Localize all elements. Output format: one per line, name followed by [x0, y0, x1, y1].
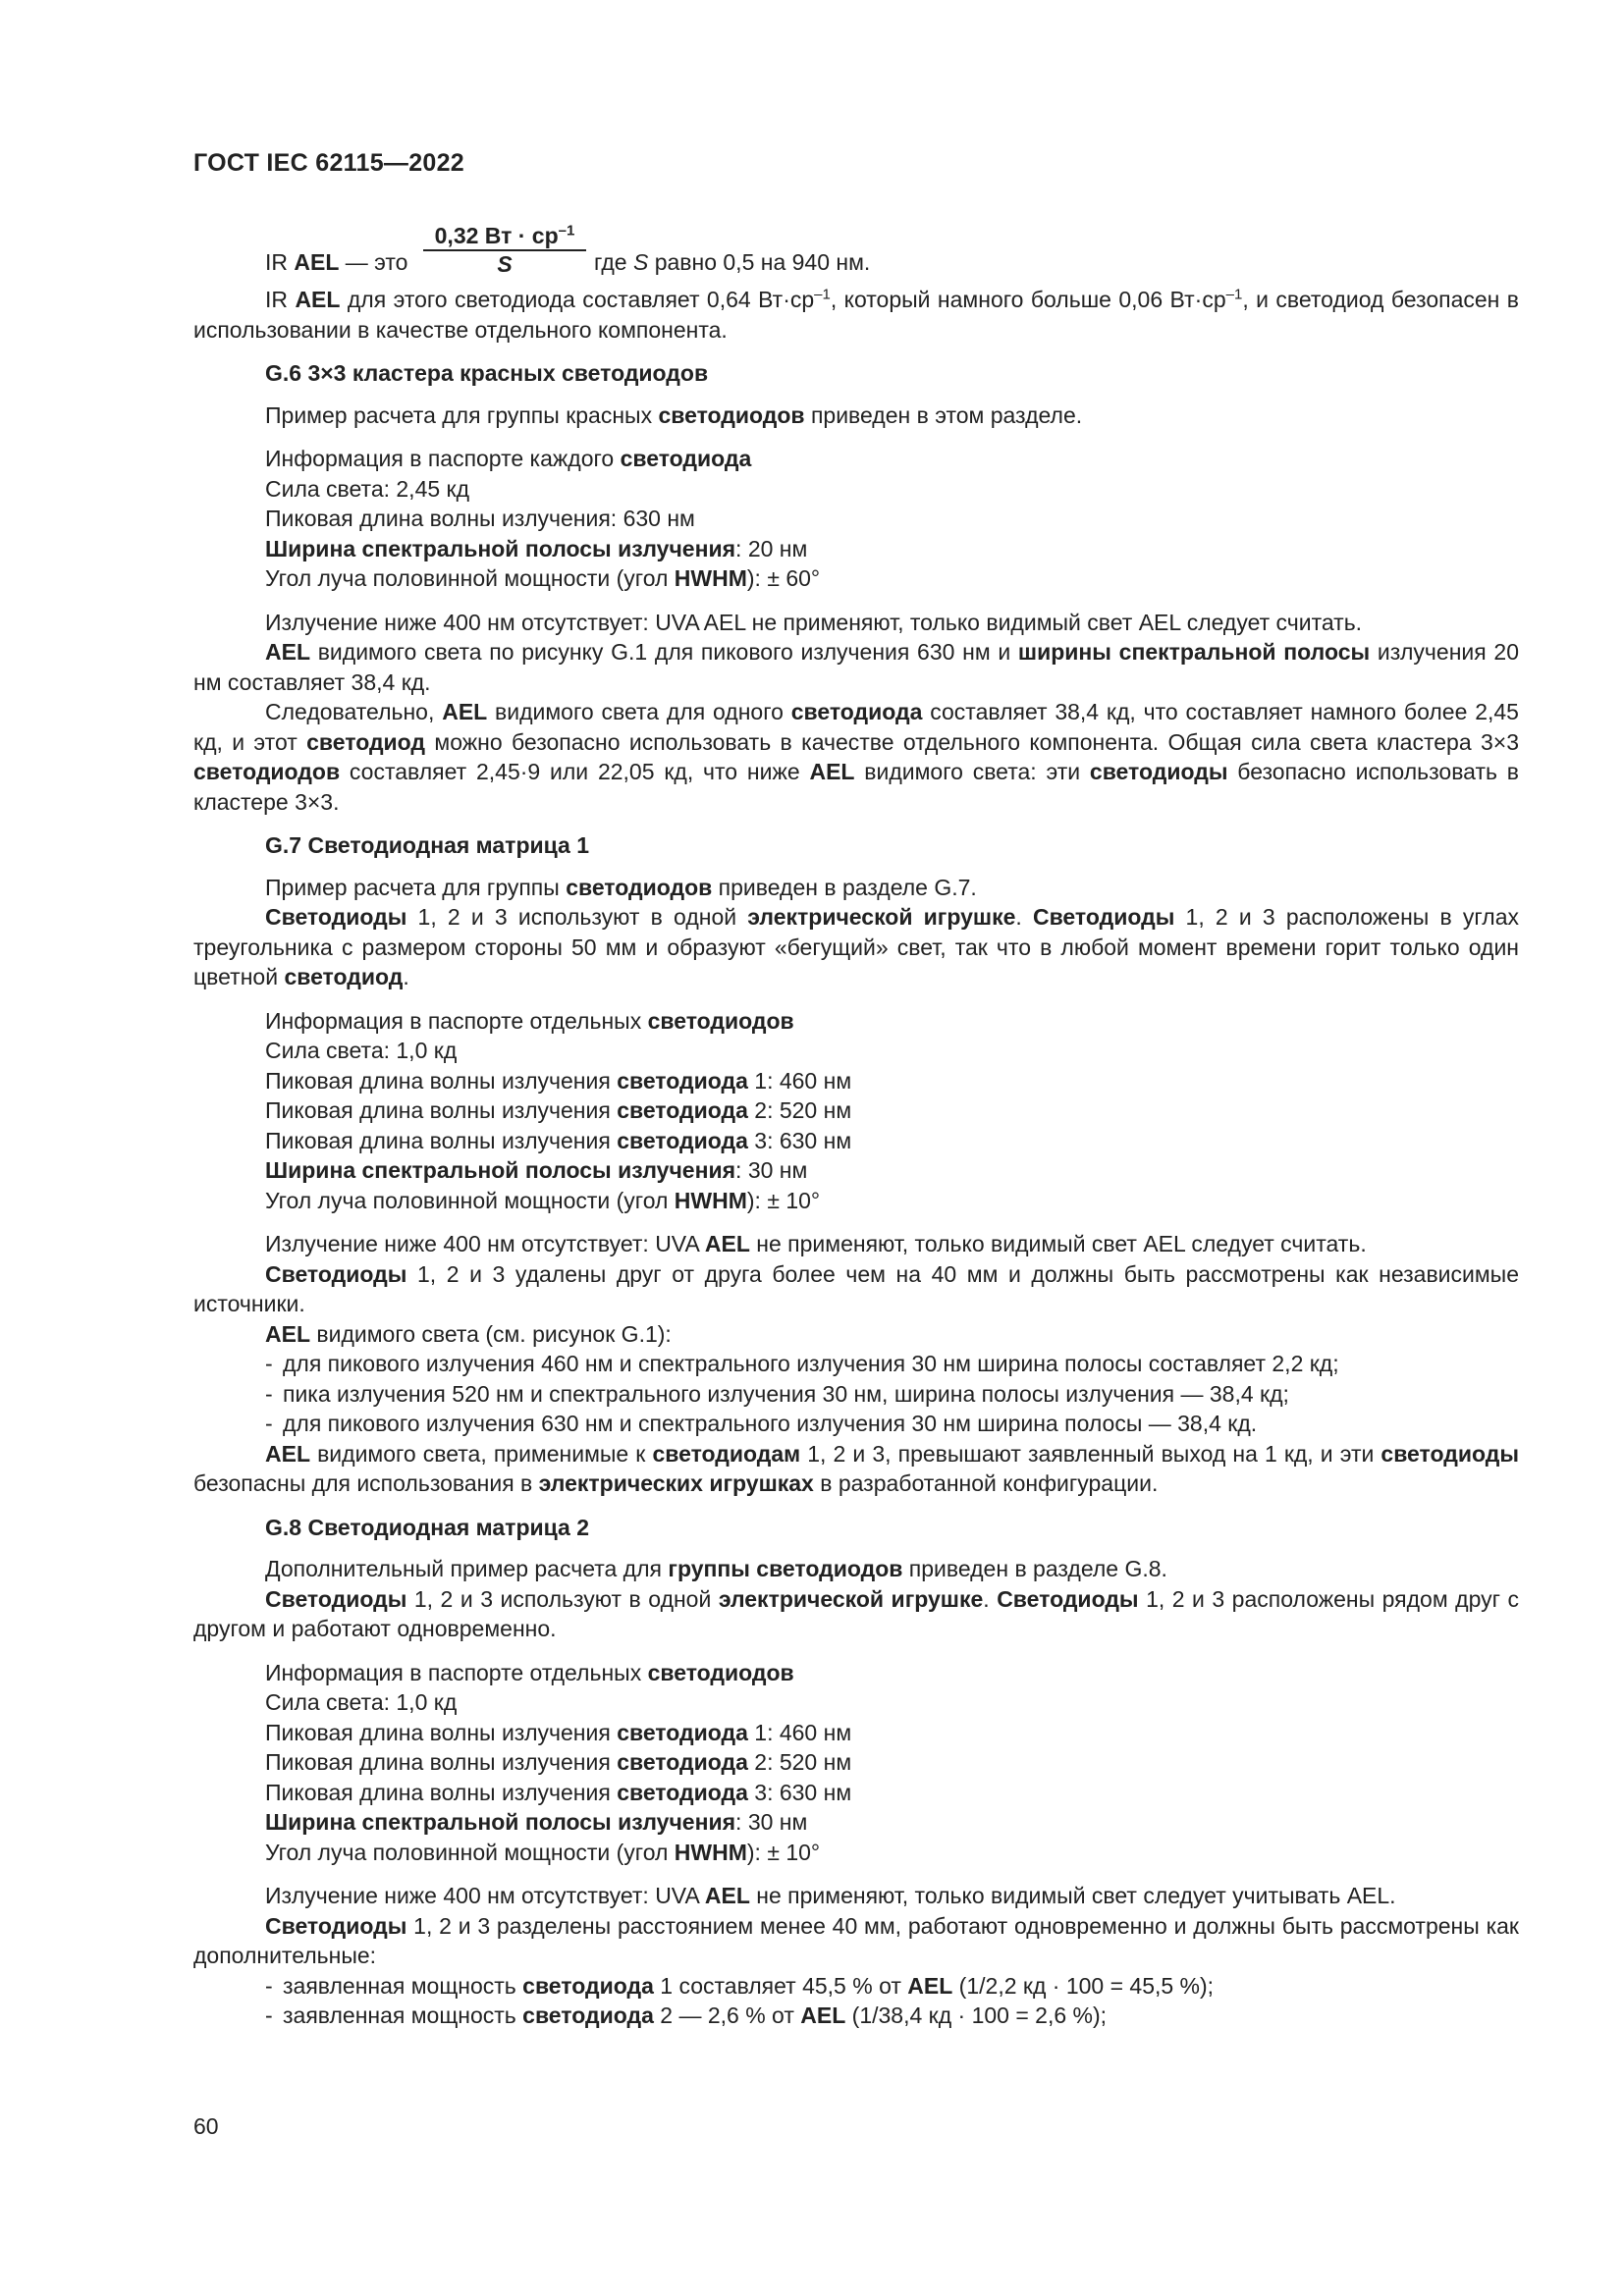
g7-paragraph-4: AEL видимого света (см. рисунок G.1): — [265, 1320, 672, 1347]
g8-peak-led3: Пиковая длина волны излучения светодиода 3: 630 нм — [265, 1779, 852, 1805]
g7-half-angle: Угол луча половинной мощности (угол HWHM): ± 10° — [265, 1187, 821, 1213]
paragraph-ir-ael: IR AEL для этого светодиода составляет 0,64 $Вт\cdot ср^{-1}$, который намного больше 0,06 $Вт\cdot ср^{-1}$, и светодиод безопасен в использовании в качестве отдельного компонента. — [193, 286, 1520, 343]
g6-luminous-intensity: Сила света: 2,45 кд — [265, 475, 470, 502]
g6-intro: Пример расчета для группы красных светодиодов приведен в этом разделе. — [265, 401, 1083, 428]
formula-suffix: где S равно 0,5 на 940 нм. — [594, 249, 871, 275]
page-content — [193, 222, 1519, 2031]
g8-peak-led2: Пиковая длина волны излучения светодиода 2: 520 нм — [265, 1749, 852, 1775]
g7-datasheet-title: Информация в паспорте отдельных светодиодов — [265, 1007, 794, 1034]
g7-paragraph-5: AEL видимого света, применимые к светодиодам 1, 2 и 3, превышают заявленный выход на 1 кд, и эти светодиоды безопасны для использования в электрических игрушках в разработанной конфигурации. — [193, 1440, 1519, 1496]
g7-list-item: - для пикового излучения 630 нм и спектрального излучения 30 нм ширина полосы — 38,4 кд. — [265, 1411, 1258, 1436]
fraction-denominator: S — [497, 251, 513, 277]
g8-paragraph-3: Светодиоды 1, 2 и 3 разделены расстоянием менее 40 мм, работают одновременно и должны быть рассмотрены как дополнительные: — [193, 1912, 1519, 1968]
g8-paragraph-1: Светодиоды 1, 2 и 3 используют в одной электрической игрушке. Светодиоды 1, 2 и 3 расположены рядом друг с другом и работают одновременно. — [193, 1585, 1519, 1641]
g6-datasheet-title: Информация в паспорте каждого светодиода — [265, 446, 752, 471]
g8-list-item: - заявленная мощность светодиода 2 — 2,6 % от AEL (1/38,4 кд · 100 = 2,6 %); — [265, 2002, 1108, 2028]
g8-list-item: - заявленная мощность светодиода 1 составляет 45,5 % от AEL (1/2,2 кд · 100 = 45,5 %); — [265, 1972, 1215, 1999]
g7-intro: Пример расчета для группы светодиодов приведен в разделе G.7. — [265, 874, 977, 900]
formula-fraction — [423, 222, 586, 277]
g8-half-angle: Угол луча половинной мощности (угол HWHM): ± 10° — [265, 1839, 821, 1865]
g7-bandwidth: Ширина спектральной полосы излучения: 30 нм — [265, 1157, 808, 1183]
g6-bandwidth: Ширина спектральной полосы излучения: 20 нм — [265, 535, 808, 561]
section-heading-g8: G.8 Светодиодная матрица 2 — [265, 1514, 590, 1540]
page-number: 60 — [193, 2113, 219, 2139]
g7-list-item: - для пикового излучения 460 нм и спектрального излучения 30 нм ширина полосы составляет 2,2 кд; — [265, 1351, 1339, 1376]
g8-bandwidth: Ширина спектральной полосы излучения: 30 нм — [265, 1809, 808, 1835]
g7-peak-led3: Пиковая длина волны излучения светодиода 3: 630 нм — [265, 1127, 852, 1153]
g7-luminous-intensity: Сила света: 1,0 кд — [265, 1038, 458, 1063]
g7-paragraph-1: Светодиоды 1, 2 и 3 используют в одной электрической игрушке. Светодиоды 1, 2 и 3 расположены в углах треугольника с размером стороны 50 мм и образуют «бегущий» свет, так что в любой момент времени горит только один цветной светодиод. — [193, 904, 1520, 989]
g8-luminous-intensity: Сила света: 1,0 кд — [265, 1689, 458, 1715]
g6-paragraph-1: Излучение ниже 400 нм отсутствует: UVA AEL не применяют, только видимый свет AEL следует считать. — [265, 609, 1363, 635]
g6-paragraph-3: Следовательно, AEL видимого света для одного светодиода составляет 38,4 кд, что составляет намного более 2,45 кд, и этот светодиод можно безопасно использовать в качестве отдельного компонента. Общая сила света кластера 3×3 светодиодов составляет 2,45·9 или 22,05 кд, что ниже AEL видимого света: эти светодиоды безопасно использовать в кластере 3×3. — [193, 699, 1519, 815]
g8-paragraph-2: Излучение ниже 400 нм отсутствует: UVA AEL не применяют, только видимый свет следует учитывать AEL. — [265, 1883, 1396, 1908]
g7-peak-led2: Пиковая длина волны излучения светодиода 2: 520 нм — [265, 1097, 852, 1123]
formula-prefix: IR AEL — это — [265, 249, 408, 275]
g7-paragraph-3: Светодиоды 1, 2 и 3 удалены друг от друга более чем на 40 мм и должны быть рассмотрены как независимые источники. — [193, 1260, 1519, 1316]
fraction-numerator: 0,32 Вт · $ср^{-1}$ — [423, 222, 586, 251]
g7-peak-led1: Пиковая длина волны излучения светодиода 1: 460 нм — [265, 1067, 852, 1094]
g7-list-item: - пика излучения 520 нм и спектрального излучения 30 нм, ширина полосы излучения — 38,4 кд; — [265, 1380, 1289, 1407]
section-heading-g7: G.7 Светодиодная матрица 1 — [265, 832, 590, 858]
standard-header: ГОСТ IEC 62115—2022 — [193, 149, 465, 177]
g7-paragraph-2: Излучение ниже 400 нм отсутствует: UVA AEL не применяют, только видимый свет AEL следует считать. — [265, 1231, 1367, 1256]
g6-peak-wavelength: Пиковая длина волны излучения: 630 нм — [265, 506, 695, 531]
g8-intro: Дополнительный пример расчета для группы светодиодов приведен в разделе G.8. — [265, 1556, 1167, 1581]
section-heading-g6: G.6 3×3 кластера красных светодиодов — [265, 360, 709, 386]
g6-half-angle: Угол луча половинной мощности (угол HWHM): ± 60° — [265, 565, 821, 591]
g8-datasheet-title: Информация в паспорте отдельных светодиодов — [265, 1659, 794, 1685]
ir-ael-formula — [193, 222, 1519, 285]
g6-paragraph-2: AEL видимого света по рисунку G.1 для пикового излучения 630 нм и ширины спектральной полосы излучения 20 нм составляет 38,4 кд. — [193, 639, 1519, 695]
g8-peak-led1: Пиковая длина волны излучения светодиода 1: 460 нм — [265, 1719, 852, 1745]
